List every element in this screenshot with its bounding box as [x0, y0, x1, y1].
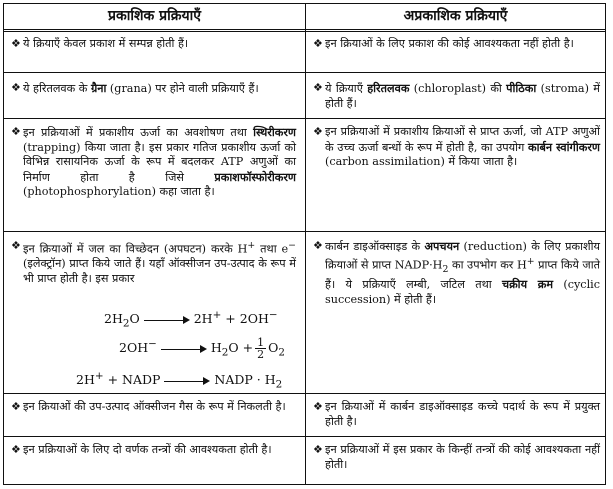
equation-2-rhs: $H_2O$ + — [210, 340, 254, 359]
row-divider — [4, 231, 605, 232]
bullet-icon: ❖ — [11, 81, 21, 94]
row-2-left-text: ये हरितलवक के ग्रैना (grana) पर होने वाली प्रक्रियाएँ हैं। — [23, 81, 259, 95]
row-2-left — [11, 81, 296, 97]
header-divider — [4, 29, 605, 32]
row-1-left-text: ये क्रियाएँ केवल प्रकाश में सम्पन्न होती हैं। — [23, 37, 189, 50]
equation-1-rhs: 2H+ + 2OH− — [193, 309, 278, 327]
bullet-icon: ❖ — [313, 400, 323, 413]
row-6-right-text: इन प्रक्रियाओं में इस प्रकार के किन्हीं तन्त्रों की कोई आवश्यकता नहीं होती। — [325, 443, 600, 471]
row-5-right-text: इन क्रियाओं में कार्बन डाइऑक्साइड कच्चे पदार्थ के रूप में प्रयुक्त होती है। — [325, 400, 600, 428]
row-6-right — [313, 443, 600, 472]
reaction-arrow-icon — [161, 344, 207, 354]
equation-water-split — [104, 309, 278, 330]
row-4-right — [313, 239, 600, 307]
header-dark-reaction: अप्रकाशिक प्रक्रियाएँ — [403, 8, 508, 24]
row-2-right — [313, 81, 600, 111]
row-1-right-text: इन क्रियाओं के लिए प्रकाश की कोई आवश्यकता नहीं होती है। — [325, 37, 574, 50]
row-1-right — [313, 37, 600, 52]
row-3-right-text: इन प्रक्रियाओं में प्रकाशीय क्रियाओं से प्राप्त ऊर्जा, जो ATP अणुओं के उच्च ऊर्जा बन्धों के रूप में होती है, का उपयोग कार्बन स्वांगीकरण (carbon assimilation) में किया जाता है। — [325, 125, 600, 169]
row-6-left — [11, 443, 296, 458]
row-4-right-text: कार्बन डाइऑक्साइड के अपचयन (reduction) के लिए प्रकाशीय क्रियाओं से प्राप्त $NADP\cdot H_2$ का उपभोग कर H+ प्राप्त किये जाते हैं। ये प्रक्रियाएँ लम्बी, जटिल तथा चक्रीय क्रम (cyclic succession) में होती हैं। — [325, 239, 600, 306]
row-4-left — [11, 239, 296, 287]
bullet-icon: ❖ — [313, 239, 323, 252]
equation-3-rhs: NADP · $H_2$ — [214, 372, 283, 391]
bullet-icon: ❖ — [313, 443, 323, 456]
comparison-table — [3, 3, 606, 485]
reaction-arrow-icon — [144, 315, 190, 325]
column-divider — [305, 4, 306, 484]
reaction-arrow-icon — [164, 376, 210, 386]
row-divider — [4, 436, 605, 437]
row-6-left-text: इन प्रक्रियाओं के लिए दो वर्णक तन्त्रों की आवश्यकता होती है। — [23, 443, 272, 456]
fraction-half — [255, 337, 266, 360]
row-5-left-text: इन क्रियाओं की उप-उत्पाद ऑक्सीजन गैस के रूप में निकलती है। — [23, 400, 286, 413]
row-3-left-text: इन प्रक्रियाओं में प्रकाशीय ऊर्जा का अवशोषण तथा स्थिरीकरण (trapping) किया जाता है। इस प्रकार गतिज प्रकाशीय ऊर्जा को विभिन्न रासायनिक ऊर्जा के रूप में बदलकर ATP अणुओं का निर्माण होता है जिसे प्रकाशफॉस्फोरीकरण (photophosphorylation) कहा जाता है। — [23, 125, 296, 199]
equation-3-lhs: 2H+ + NADP — [76, 370, 161, 388]
row-5-left — [11, 400, 296, 415]
row-3-right — [313, 125, 600, 170]
equation-nadp — [76, 370, 282, 391]
row-1-left — [11, 37, 296, 52]
bullet-icon: ❖ — [11, 443, 21, 456]
row-divider — [4, 72, 605, 73]
bullet-icon: ❖ — [313, 125, 323, 138]
bullet-icon: ❖ — [11, 400, 21, 413]
equation-2-lhs: 2OH− — [119, 337, 157, 355]
header-photochemical: प्रकाशिक प्रक्रियाएँ — [108, 8, 201, 24]
equation-1-lhs: $2H_2O$ — [104, 311, 140, 330]
equation-hydroxyl — [119, 337, 285, 360]
bullet-icon: ❖ — [11, 125, 21, 138]
fraction-denominator: 2 — [257, 348, 265, 361]
fraction-numerator: 1 — [257, 336, 265, 349]
bullet-icon: ❖ — [11, 239, 21, 252]
row-2-right-text: ये क्रियाएँ हरितलवक (chloroplast) की पीठिका (stroma) में होती हैं। — [325, 81, 600, 110]
bullet-icon: ❖ — [313, 37, 323, 50]
row-3-left — [11, 125, 296, 200]
row-divider — [4, 118, 605, 119]
row-divider — [4, 393, 605, 394]
equation-2-rhs-tail: $O_2$ — [268, 340, 285, 359]
row-5-right — [313, 400, 600, 429]
row-4-left-text: इन क्रियाओं में जल का विच्छेदन (अपघटन) करके H+ तथा e− (इलेक्ट्रॉन) प्राप्त किये जाते हैं। यहाँ ऑक्सीजन उप-उत्पाद के रूप में भी प्राप्त होती है। इस प्रकार — [23, 240, 296, 285]
bullet-icon: ❖ — [11, 37, 21, 50]
bullet-icon: ❖ — [313, 81, 323, 94]
